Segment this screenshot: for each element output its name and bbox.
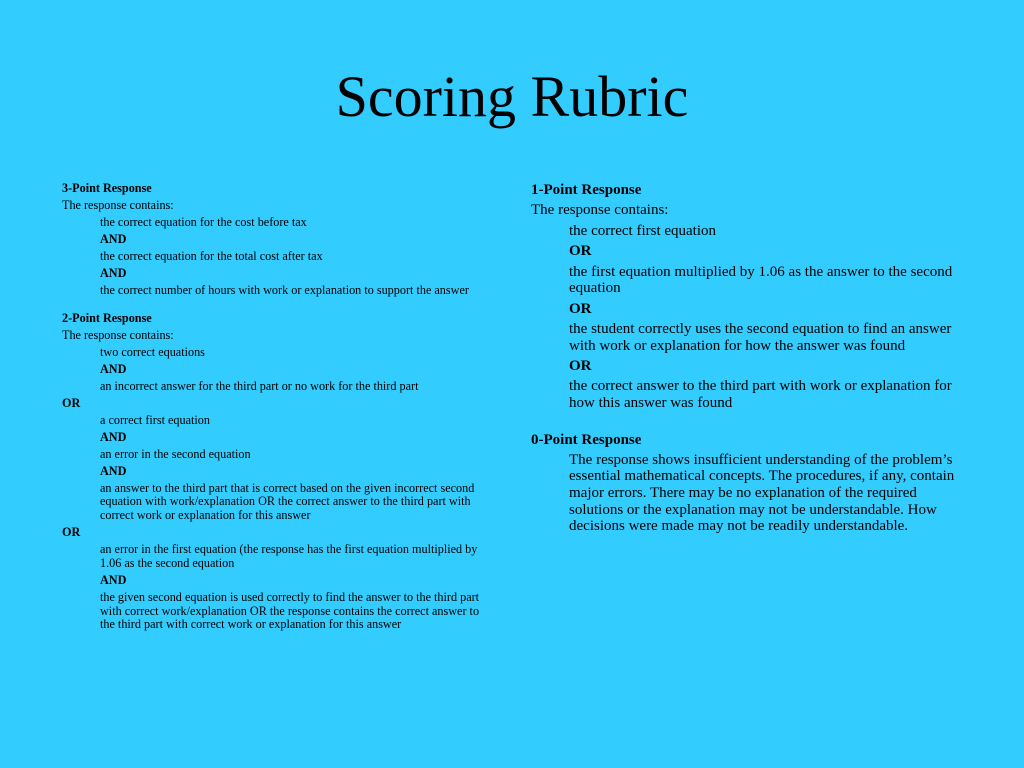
one-point-section <box>531 182 971 412</box>
rubric-criterion: an incorrect answer for the third part or no work for the third part <box>100 378 419 393</box>
zero-point-heading: 0-Point Response <box>531 431 642 448</box>
one-point-intro: The response contains: <box>531 202 669 219</box>
zero-point-section <box>531 432 971 535</box>
rubric-criterion: the given second equation is used correctly to find the answer to the third part with correct work/explanation OR the response contains the correct answer to the third part with correct work or explanation for this answer <box>100 589 480 632</box>
rubric-criterion: an error in the first equation (the response has the first equation multiplied by 1.06 as the second equation <box>100 542 478 570</box>
three-point-heading: 3-Point Response <box>62 181 152 195</box>
rubric-criterion: the correct equation for the total cost after tax <box>100 249 323 263</box>
three-point-section <box>62 182 492 298</box>
rubric-criterion: the correct number of hours with work or explanation to support the answer <box>100 283 469 297</box>
rubric-criterion: a correct first equation <box>100 412 210 427</box>
rubric-criterion: two correct equations <box>100 344 205 359</box>
or-connector: OR <box>62 395 81 410</box>
or-connector: OR <box>569 357 592 374</box>
two-point-section <box>62 312 492 632</box>
one-point-heading: 1-Point Response <box>531 182 642 198</box>
right-column <box>531 182 971 539</box>
and-connector: AND <box>100 266 127 280</box>
zero-point-description: The response shows insufficient understanding of the problem’s essential mathematical concepts. The procedures, if any, contain major errors. There may be no explanation of the required solutions or the explanation may not be understandable. How decisions were made may not be readily understandable. <box>569 451 955 535</box>
rubric-criterion: the correct answer to the third part with work or explanation for how this answer was found <box>569 378 952 411</box>
rubric-criterion: an answer to the third part that is correct based on the given incorrect second equation with work/explanation OR the correct answer to the third part with correct work or explanation for this answer <box>100 480 475 523</box>
and-connector: AND <box>100 232 127 246</box>
or-connector: OR <box>569 243 592 260</box>
left-column <box>62 182 492 635</box>
and-connector: AND <box>100 429 127 444</box>
and-connector: AND <box>100 361 127 376</box>
and-connector: AND <box>100 463 127 478</box>
rubric-criterion: the student correctly uses the second equation to find an answer with work or explanation for how the answer was found <box>569 320 952 354</box>
or-connector: OR <box>62 525 81 540</box>
two-point-intro: The response contains: <box>62 327 174 342</box>
two-point-heading: 2-Point Response <box>62 310 152 325</box>
and-connector: AND <box>100 572 127 587</box>
three-point-intro: The response contains: <box>62 198 174 212</box>
rubric-criterion: the correct equation for the cost before tax <box>100 215 307 229</box>
slide-title: Scoring Rubric <box>335 64 689 129</box>
or-connector: OR <box>569 300 592 317</box>
rubric-criterion: the correct first equation <box>569 222 717 239</box>
rubric-criterion: an error in the second equation <box>100 446 251 461</box>
rubric-criterion: the first equation multiplied by 1.06 as the answer to the second equation <box>569 263 953 297</box>
